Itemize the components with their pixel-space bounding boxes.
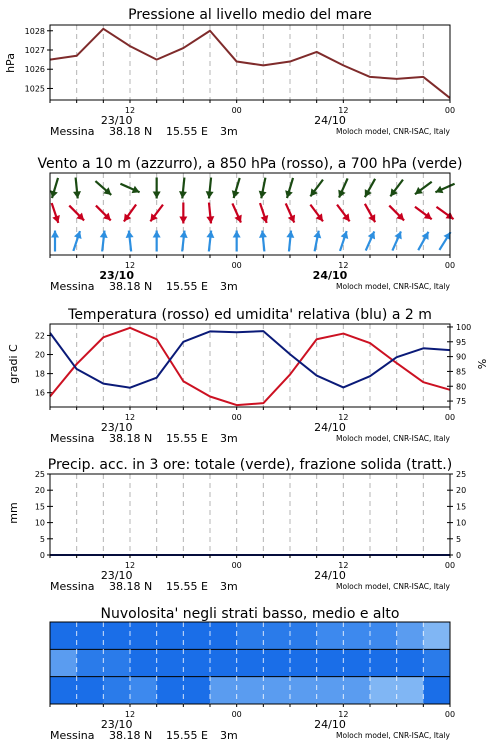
y-tick-label: 18 (34, 369, 45, 379)
x-tick-label: 12 (124, 106, 136, 115)
y-tick-label: 25 (34, 470, 45, 479)
wind-arrow (415, 207, 432, 220)
temp-title: Temperatura (rosso) ed umidita' relativa (blu) a 2 m (68, 307, 432, 323)
cloud-cell (317, 649, 344, 676)
x-tick-label: 12 (124, 710, 136, 719)
x-tick-label: 00 (444, 106, 456, 115)
wind-arrow (286, 231, 294, 252)
x-tick-label: 00 (231, 710, 242, 719)
cloud-cell (263, 677, 290, 704)
cloud-cell (343, 622, 370, 649)
location-elevation: 3m (220, 125, 238, 138)
cloud-cell (77, 677, 104, 704)
location-lon: 15.55 E (166, 432, 208, 445)
y-tick-label: 100 (456, 322, 472, 332)
location-elevation: 3m (220, 280, 238, 293)
cloud-cell (397, 677, 424, 704)
y-tick-label: 75 (456, 397, 467, 407)
wind-arrow (389, 206, 404, 221)
wind-arrow-head (206, 231, 214, 238)
cloud-cell (317, 677, 344, 704)
precip-ylabel: mm (7, 502, 20, 524)
location-name: Messina (50, 280, 95, 293)
x-tick-label: 00 (444, 561, 456, 570)
y-tick-label: 20 (456, 486, 467, 496)
wind-arrow (259, 231, 267, 252)
cloud-cell (370, 622, 397, 649)
precip-footer (50, 569, 451, 593)
wind-arrow (313, 231, 321, 252)
temp-humidity-series (50, 328, 450, 405)
cloud-cell (370, 677, 397, 704)
y-tick-label: 85 (456, 367, 467, 377)
wind-arrow-head (206, 216, 214, 223)
wind-panel (37, 156, 462, 293)
pressure-line (50, 29, 450, 98)
x-tick-label: 00 (231, 413, 242, 422)
wind-arrow-head (179, 217, 187, 224)
precip-frame (50, 474, 450, 555)
date-label: 24/10 (314, 569, 346, 582)
y-tick-label: 5 (456, 534, 462, 544)
x-tick-label: 00 (444, 261, 456, 270)
location-name: Messina (50, 432, 95, 445)
model-credit: Moloch model, CNR-ISAC, Italy (336, 731, 450, 740)
x-tick-label: 00 (231, 261, 242, 270)
cloud-cell (210, 649, 237, 676)
y-tick-label: 5 (39, 534, 45, 544)
humidity-line (50, 331, 450, 388)
wind-arrow-head (180, 231, 188, 238)
pressure-panel (4, 7, 455, 138)
wind-arrow (286, 203, 295, 222)
wind-arrow (153, 178, 161, 199)
y-tick-label: 1028 (24, 26, 45, 36)
wind-arrow (435, 184, 454, 193)
y-tick-label: 0 (39, 551, 45, 560)
model-credit: Moloch model, CNR-ISAC, Italy (336, 434, 450, 443)
pressure-footer (50, 114, 451, 138)
location-elevation: 3m (220, 729, 238, 742)
date-label: 23/10 (100, 569, 133, 582)
pressure-series (50, 29, 450, 98)
location-name: Messina (50, 580, 95, 593)
x-tick-label: 12 (338, 561, 349, 570)
wind-arrow (69, 206, 84, 221)
cloud-cell (423, 677, 450, 704)
cloud-cell (157, 649, 184, 676)
x-tick-label: 12 (124, 413, 136, 422)
temperature-humidity-panel (7, 307, 489, 445)
wind-arrow (439, 232, 450, 250)
date-label: 24/10 (314, 114, 346, 127)
location-name: Messina (50, 125, 95, 138)
temp-grid (77, 324, 424, 407)
cloud-cell (370, 649, 397, 676)
x-tick-label: 12 (338, 106, 349, 115)
wind-arrow (73, 178, 81, 199)
model-credit: Moloch model, CNR-ISAC, Italy (336, 127, 450, 136)
cloud-cell (210, 677, 237, 704)
precip-title: Precip. acc. in 3 ore: totale (verde), frazione solida (tratt.) (47, 457, 453, 473)
precip-x-ticks (50, 555, 455, 570)
x-tick-label: 12 (338, 710, 349, 719)
cloud-cell (130, 677, 157, 704)
model-credit: Moloch model, CNR-ISAC, Italy (336, 582, 450, 591)
location-lat: 38.18 N (109, 432, 153, 445)
y-tick-label: 90 (456, 352, 467, 362)
cloud-cell (183, 649, 210, 676)
y-tick-label: 10 (34, 518, 45, 528)
wind-arrow-head (286, 231, 294, 238)
temp-ylabel: gradi C (7, 344, 20, 384)
wind-arrow (73, 231, 81, 251)
y-tick-label: 20 (34, 350, 45, 360)
wind-arrow (96, 206, 111, 221)
date-label: 24/10 (312, 269, 348, 282)
cloud-cell (290, 622, 317, 649)
cloud-cell (237, 649, 264, 676)
date-label: 23/10 (100, 718, 133, 731)
wind-arrow (153, 231, 161, 252)
wind-arrow-head (51, 231, 59, 238)
temp-frame (50, 324, 450, 407)
wind-arrow (206, 178, 214, 199)
wind-arrow (340, 231, 348, 251)
location-lon: 15.55 E (166, 125, 208, 138)
x-tick-label: 00 (231, 106, 242, 115)
cloud-cell (290, 677, 317, 704)
cloud-cell (263, 649, 290, 676)
wind-x-ticks (50, 255, 455, 270)
date-label: 23/10 (99, 269, 134, 282)
location-lat: 38.18 N (109, 729, 153, 742)
cloud-cell (130, 622, 157, 649)
y-tick-label: 16 (34, 388, 45, 398)
y-tick-label: 0 (456, 551, 462, 560)
x-tick-label: 12 (338, 261, 349, 270)
cloud-cell (77, 622, 104, 649)
wind-arrow (233, 231, 241, 252)
clouds-x-ticks (50, 704, 455, 719)
date-label: 23/10 (100, 114, 133, 127)
wind-arrow (260, 203, 268, 223)
wind-arrow (52, 203, 60, 223)
temp-x-ticks (50, 407, 455, 422)
x-tick-label: 12 (338, 413, 349, 422)
wind-arrow-head (259, 191, 267, 199)
y-tick-label: 1025 (24, 84, 45, 94)
wind-arrow-head (179, 191, 187, 198)
temp-footer (50, 421, 451, 445)
wind-arrow (206, 203, 214, 224)
cloud-cell (183, 622, 210, 649)
precipitation-panel (7, 457, 466, 593)
cloud-cell (157, 622, 184, 649)
cloud-cell (397, 649, 424, 676)
cloud-cell (50, 677, 77, 704)
location-lon: 15.55 E (166, 729, 208, 742)
cloud-cell (343, 649, 370, 676)
x-tick-label: 12 (124, 261, 136, 270)
wind-arrow-head (259, 231, 267, 238)
cloud-cell (317, 622, 344, 649)
location-lon: 15.55 E (166, 580, 208, 593)
y-tick-label: 15 (456, 502, 467, 512)
wind-arrow-head (206, 191, 214, 198)
location-lat: 38.18 N (109, 580, 153, 593)
wind-arrow-head (153, 231, 161, 238)
y-tick-label: 22 (34, 331, 45, 341)
humidity-y-ticks (447, 323, 471, 406)
x-tick-label: 00 (444, 413, 456, 422)
cloud-cell (103, 622, 130, 649)
wind-arrow (338, 178, 347, 197)
y-tick-label: 80 (456, 382, 467, 392)
wind-title: Vento a 10 m (azzurro), a 850 hPa (rosso), a 700 hPa (verde) (37, 156, 463, 172)
date-label: 23/10 (100, 421, 133, 434)
wind-arrow-head (153, 192, 161, 199)
wind-arrow (179, 178, 187, 199)
pressure-title: Pressione al livello medio del mare (128, 7, 372, 23)
y-tick-label: 1026 (24, 65, 45, 75)
cloud-cell (237, 622, 264, 649)
cloud-cover-panel (50, 606, 455, 742)
wind-arrow (179, 203, 187, 224)
wind-arrow-head (313, 231, 321, 239)
location-elevation: 3m (220, 432, 238, 445)
cloud-cell (157, 677, 184, 704)
cloud-cell (290, 649, 317, 676)
x-tick-label: 00 (444, 710, 456, 719)
cloud-cell (210, 622, 237, 649)
date-label: 24/10 (314, 718, 346, 731)
wind-arrow (436, 207, 453, 219)
cloud-cell (397, 622, 424, 649)
cloud-cell (343, 677, 370, 704)
cloud-cell (50, 622, 77, 649)
cloud-cell (263, 622, 290, 649)
clouds-footer (50, 718, 451, 742)
wind-frame (50, 173, 450, 255)
location-lat: 38.18 N (109, 280, 153, 293)
date-label: 24/10 (314, 421, 346, 434)
y-tick-label: 20 (34, 486, 45, 496)
cloud-cells (50, 622, 451, 704)
cloud-cell (183, 677, 210, 704)
wind-arrow (51, 231, 59, 252)
pressure-x-ticks (50, 100, 455, 115)
location-lon: 15.55 E (166, 280, 208, 293)
x-tick-label: 00 (231, 561, 242, 570)
wind-arrow (232, 178, 240, 198)
wind-arrow-head (126, 231, 134, 238)
cloud-cell (237, 677, 264, 704)
location-lat: 38.18 N (109, 125, 153, 138)
wind-arrow (285, 178, 293, 198)
pressure-ylabel: hPa (4, 53, 17, 73)
precip-grid (77, 474, 424, 555)
y-tick-label: 25 (456, 470, 467, 479)
wind-arrow (50, 178, 58, 198)
humidity-ylabel: % (476, 358, 489, 370)
temperature-line (50, 328, 450, 405)
cloud-cell (130, 649, 157, 676)
wind-arrows (50, 178, 454, 252)
wind-arrow (259, 178, 267, 199)
cloud-cell (423, 622, 450, 649)
cloud-cell (50, 649, 77, 676)
cloud-cell (103, 677, 130, 704)
y-tick-label: 10 (456, 518, 467, 528)
cloud-cell (77, 649, 104, 676)
y-tick-label: 1027 (24, 46, 45, 55)
wind-arrow-head (233, 231, 241, 238)
x-tick-label: 12 (124, 561, 136, 570)
location-name: Messina (50, 729, 95, 742)
pressure-y-ticks (25, 27, 53, 94)
wind-arrow-head (100, 231, 108, 238)
y-tick-label: 95 (456, 337, 467, 347)
wind-arrow (232, 203, 241, 222)
model-credit: Moloch model, CNR-ISAC, Italy (336, 282, 450, 291)
location-elevation: 3m (220, 580, 238, 593)
cloud-cell (423, 649, 450, 676)
wind-arrow-head (73, 191, 81, 198)
clouds-title: Nuvolosita' negli strati basso, medio e alto (100, 606, 400, 622)
wind-footer (50, 269, 451, 293)
cloud-cell (103, 649, 130, 676)
y-tick-label: 15 (34, 502, 45, 512)
